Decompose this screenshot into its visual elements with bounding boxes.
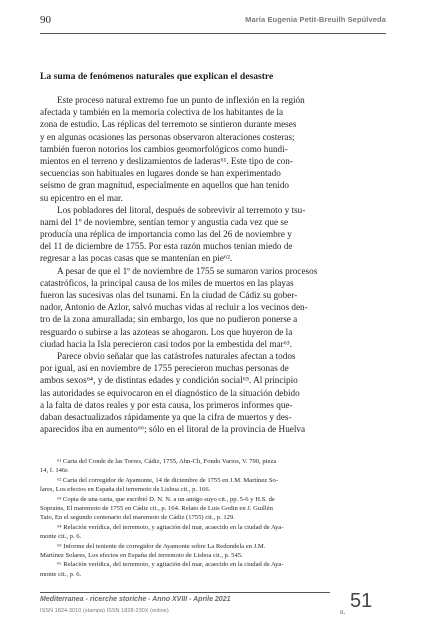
footnote-line: ⁶⁵ Informe del teniente de corregidor de Ayamonte sobre La Redondela en J.M. (57, 542, 266, 550)
header-divider (40, 33, 386, 34)
footnote-line: Martínez Solares, Los efectos en España del terremoto de Lisboa cit., p. 545. (40, 551, 243, 559)
footnote-line: ⁶² Carta del corregidor de Ayamonte, 14 de diciembre de 1755 en J.M. Martínez So- (57, 476, 279, 484)
body-line: nami del 1º de noviembre, sentían temor y angustia cada vez que se (40, 216, 289, 227)
footer-page-number: 51 (350, 590, 373, 612)
body-line: Parece obvio señalar que las catástrofes naturales afectan a todos (57, 350, 296, 361)
footer-journal-title: Mediterranea - ricerche storiche - Anno XVIII - Aprile 2021 (40, 596, 231, 603)
body-line: y en algunas ocasiones las personas observaron alteraciones costeras; (40, 131, 295, 142)
body-line: afectada y también en la memoria colectiva de los habitantes de la (40, 107, 284, 118)
body-line: secuencias son habituales en lugares donde se han experimentado (40, 168, 281, 179)
footnote-line: monte cit., p. 6. (40, 533, 82, 541)
body-line: daban desactualizados rápidamente ya que la cifra de muertos y des- (40, 411, 292, 422)
body-line: Los pobladores del litoral, después de sobrevivir al terremoto y tsu- (57, 204, 306, 215)
page-header (40, 14, 386, 28)
footnote-line: Tato, En el segundo centenario del maremoto de Cádiz (1755) cit., p. 129. (40, 514, 235, 522)
footer-n-label: n. (340, 608, 346, 616)
body-text (40, 94, 386, 435)
body-line: resguardo o subirse a las azoteas se ahogaron. Los que huyeron de la (40, 326, 293, 337)
body-line: catastróficos, la principal causa de los miles de muertos en las playas (40, 277, 294, 288)
body-line: a la falta de datos reales y por esta causa, los primeros informes que- (40, 399, 293, 410)
footnote-line: lares, Los efectos en España del terremoto de Lisboa cit., p. 166. (40, 486, 211, 494)
footnotes (40, 457, 386, 579)
body-line: ambos sexos⁶⁴, y de distintas edades y condición social⁶⁵. Al principio (40, 375, 298, 386)
running-head-author: María Eugenia Petit-Breuilh Sepúlveda (245, 15, 386, 24)
body-line: fueron las sucesivas olas del tsunami. En la ciudad de Cádiz su gober- (40, 290, 298, 300)
body-line: mientos en el terreno y deslizamientos de laderas⁶¹. Este tipo de con- (40, 155, 293, 166)
body-line: producía una réplica de importancia como las del 26 de noviembre y (40, 229, 292, 240)
footer-issn: ISSN 1824-3010 (stampa) ISSN 1828-230X (online) (40, 608, 169, 614)
footnote-line: ⁶³ Copia de una carta, que escribió D. N. N. a un amigo suyo cit., pp. 5-6 y H.S. de (57, 495, 275, 503)
body-line: A pesar de que el 1º de noviembre de 1755 se sumaron varios procesos (57, 265, 318, 276)
section-title: La suma de fenómenos naturales que explican el desastre (40, 71, 274, 82)
body-line: del 11 de diciembre de 1755. Por esta razón muchos tenían miedo de (40, 241, 293, 252)
footnote-line: monte cit., p. 6. (40, 570, 82, 578)
body-line: aparecidos iba en aumento⁶⁶; sólo en el litoral de la provincia de Huelva (40, 424, 306, 435)
body-line: las autoridades se equivocaron en el diagnóstico de la situación debido (40, 387, 300, 398)
footnote-line: 14, f. 146r. (40, 467, 69, 475)
body-line: Este proceso natural extremo fue un punto de inflexión en la región (57, 95, 305, 105)
body-line: ciudad hacia la Isla perecieron casi todos por la embestida del mar⁶³. (40, 338, 292, 349)
body-line: tro de la zona amurallada; sin embargo, los que no pudieron ponerse a (40, 314, 298, 325)
footer-divider (40, 592, 330, 593)
body-line: también fueron notorios los cambios geomorfológicos como hundi- (40, 143, 288, 154)
body-line: su epicentro en el mar. (40, 192, 123, 203)
body-line: seísmo de gran magnitud, especialmente en aquellos que han tenido (40, 180, 290, 191)
body-line: por igual, así en noviembre de 1755 perecieron muchas personas de (40, 363, 289, 374)
footnote-line: ⁶¹ Carta del Conde de las Torres, Cádiz, 1755, Ahn-Ch, Fondo Varios, V. 790, pieza (57, 458, 277, 465)
footnote-line: ⁶⁴ Relación verídica, del terremoto, y agitación del mar, acaecido en la ciudad de Aya- (57, 523, 284, 531)
footnote-line: Soprains, El maremoto de 1755 en Cádiz cit., p. 164. Relato de Luis Godin en J. Guillén (40, 504, 273, 512)
body-line: nador, Antonio de Azlor, salvó muchas vidas al recluir a los vecinos den- (40, 302, 308, 313)
footnote-line: ⁶⁶ Relación verídica, del terremoto, y agitación del mar, acaecido en la ciudad de Aya- (57, 561, 284, 569)
body-line: regresar a las pocas casas que se mantenían en pie⁶². (40, 253, 233, 264)
body-line: zona de estudio. Las réplicas del terremoto se sintieron durante meses (40, 119, 297, 130)
page-number: 90 (40, 14, 51, 26)
